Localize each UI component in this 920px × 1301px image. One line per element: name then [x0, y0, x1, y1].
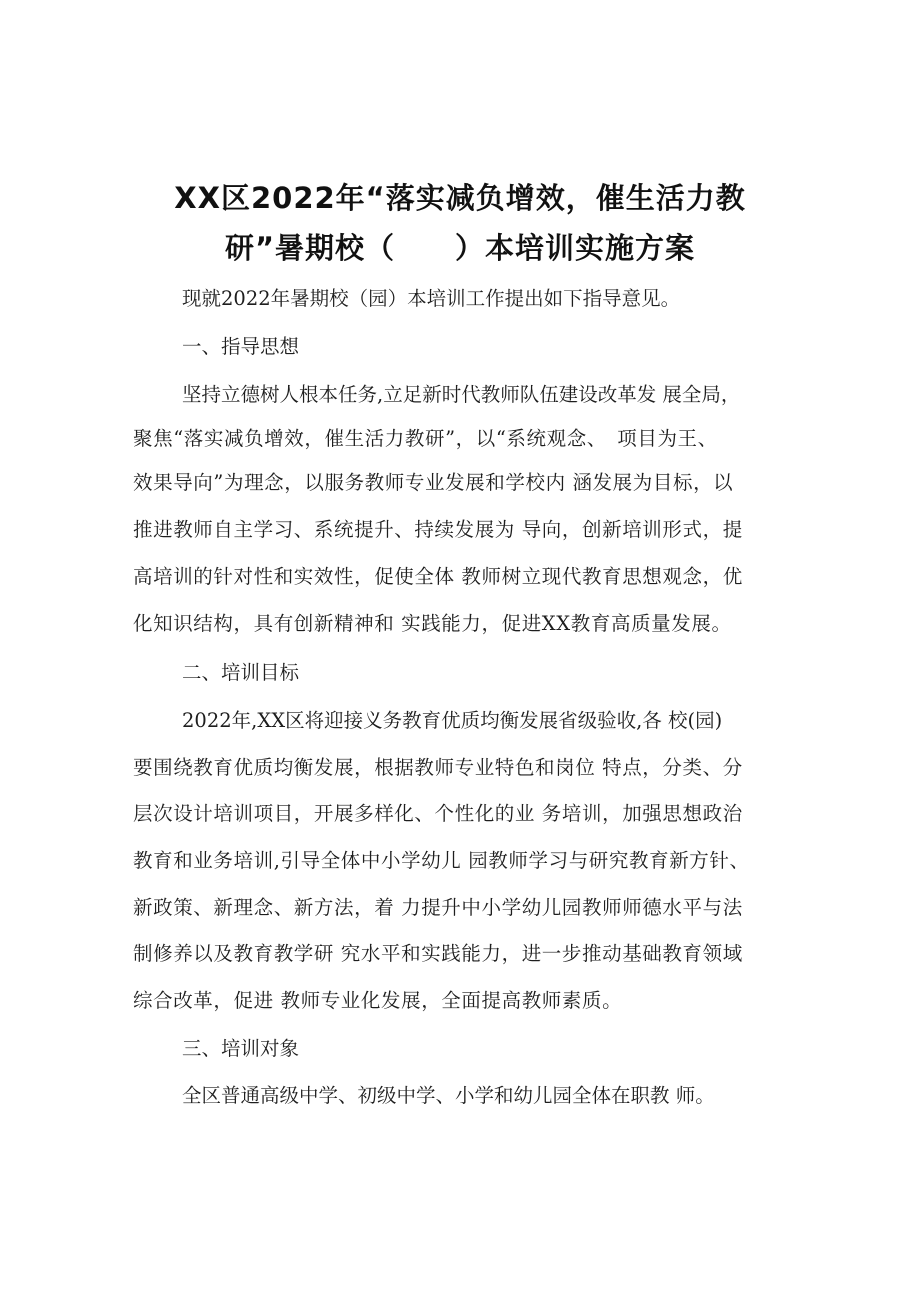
document-title-line-1: XX区2022年“落实减负增效，催生活力教	[174, 181, 746, 215]
section-heading-training-targets: 三、培训对象	[182, 1037, 300, 1060]
paragraph-line: 聚焦“落实减负增效，催生活力教研”，以“系统观念、 项目为王、	[133, 427, 718, 450]
paragraph-line: 新政策、新理念、新方法，着 力提升中小学幼儿园教师师德水平与法	[133, 896, 743, 919]
paragraph-line: 教育和业务培训,引导全体中小学幼儿 园教师学习与研究教育新方针、	[133, 849, 750, 872]
paragraph-line: 要围绕教育优质均衡发展，根据教师专业特色和岗位 特点，分类、分	[133, 756, 743, 779]
paragraph-line: 化知识结构，具有创新精神和 实践能力，促进XX教育高质量发展。	[133, 612, 732, 635]
paragraph-line: 层次设计培训项目，开展多样化、个性化的业 务培训，加强思想政治	[133, 802, 743, 825]
paragraph-line: 效果导向”为理念，以服务教师专业发展和学校内 涵发展为目标，以	[133, 471, 734, 494]
paragraph-line: 制修养以及教育教学研 究水平和实践能力，进一步推动基础教育领域	[133, 942, 743, 965]
paragraph-line: 2022年,XX区将迎接义务教育优质均衡发展省级验收,各 校(园)	[182, 709, 723, 732]
paragraph-line: 坚持立德树人根本任务,立足新时代教师队伍建设改革发 展全局，	[182, 383, 741, 406]
paragraph-line: 推进教师自主学习、系统提升、持续发展为 导向，创新培训形式，提	[133, 518, 743, 541]
section-heading-training-goals: 二、培训目标	[182, 661, 300, 684]
paragraph-line: 综合改革，促进 教师专业化发展，全面提高教师素质。	[133, 989, 623, 1012]
intro-paragraph: 现就2022年暑期校（园）本培训工作提出如下指导意见。	[182, 287, 681, 310]
document-title-line-2: 研”暑期校（ ）本培训实施方案	[224, 231, 696, 265]
section-heading-guiding-ideology: 一、指导思想	[182, 335, 300, 358]
paragraph-line: 全区普通高级中学、初级中学、小学和幼儿园全体在职教 师。	[182, 1084, 715, 1107]
paragraph-line: 高培训的针对性和实效性，促使全体 教师树立现代教育思想观念，优	[133, 565, 743, 588]
